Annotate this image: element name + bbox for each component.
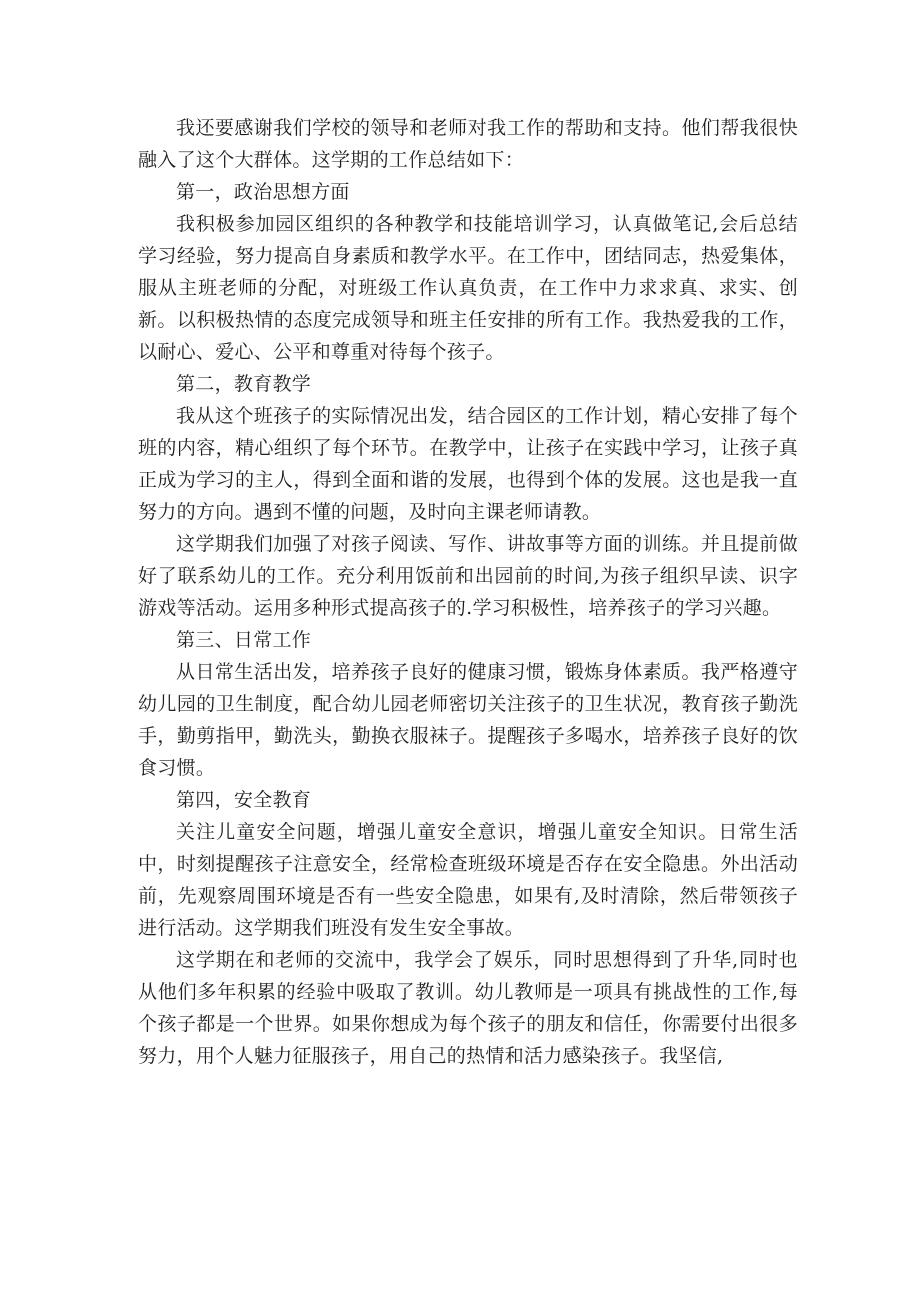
paragraph-intro: 我还要感谢我们学校的领导和老师对我工作的帮助和支持。他们帮我很快融入了这个大群体。这学期的工作总结如下： (138, 117, 798, 171)
section-heading-safety: 第四，安全教育 (176, 789, 312, 811)
section-heading-politics: 第一，政治思想方面 (176, 181, 350, 203)
paragraph-politics: 我积极参加园区组织的各种教学和技能培训学习，认真做笔记,会后总结学习经验，努力提高自身素质和教学水平。在工作中，团结同志，热爱集体，服从主班老师的分配，对班级工作认真负责，在工作中力求求真、求实、创新。以积极热情的态度完成领导和班主任安排的所有工作。我热爱我的工作，以耐心、爱心、公平和尊重对待每个孩子。 (138, 213, 798, 363)
paragraph-daily-work: 从日常生活出发，培养孩子良好的健康习惯，锻炼身体素质。我严格遵守幼儿园的卫生制度，配合幼儿园老师密切关注孩子的卫生状况，教育孩子勤洗手，勤剪指甲，勤洗头，勤换衣服袜子。提醒孩子多喝水，培养孩子良好的饮食习惯。 (138, 661, 798, 779)
paragraph-conclusion: 这学期在和老师的交流中，我学会了娱乐，同时思想得到了升华,同时也从他们多年积累的经验中吸取了教训。幼儿教师是一项具有挑战性的工作,每个孩子都是一个世界。如果你想成为每个孩子的朋友和信任，你需要付出很多努力，用个人魅力征服孩子，用自己的热情和活力感染孩子。我坚信, (138, 949, 798, 1067)
paragraph-safety: 关注儿童安全问题，增强儿童安全意识，增强儿童安全知识。日常生活中，时刻提醒孩子注意安全，经常检查班级环境是否存在安全隐患。外出活动前，先观察周围环境是否有一些安全隐患，如果有,及时清除，然后带领孩子进行活动。这学期我们班没有发生安全事故。 (138, 821, 798, 939)
section-heading-teaching: 第二，教育教学 (176, 373, 312, 395)
paragraph-teaching-2: 这学期我们加强了对孩子阅读、写作、讲故事等方面的训练。并且提前做好了联系幼儿的工作。充分利用饭前和出园前的时间,为孩子组织早读、识字游戏等活动。运用多种形式提高孩子的.学习积极性，培养孩子的学习兴趣。 (138, 533, 798, 619)
paragraph-teaching-1: 我从这个班孩子的实际情况出发，结合园区的工作计划，精心安排了每个班的内容，精心组织了每个环节。在教学中，让孩子在实践中学习，让孩子真正成为学习的主人，得到全面和谐的发展，也得到个体的发展。这也是我一直努力的方向。遇到不懂的问题，及时向主课老师请教。 (138, 405, 798, 523)
document-body (138, 112, 798, 1072)
section-heading-daily-work: 第三、日常工作 (176, 629, 312, 651)
